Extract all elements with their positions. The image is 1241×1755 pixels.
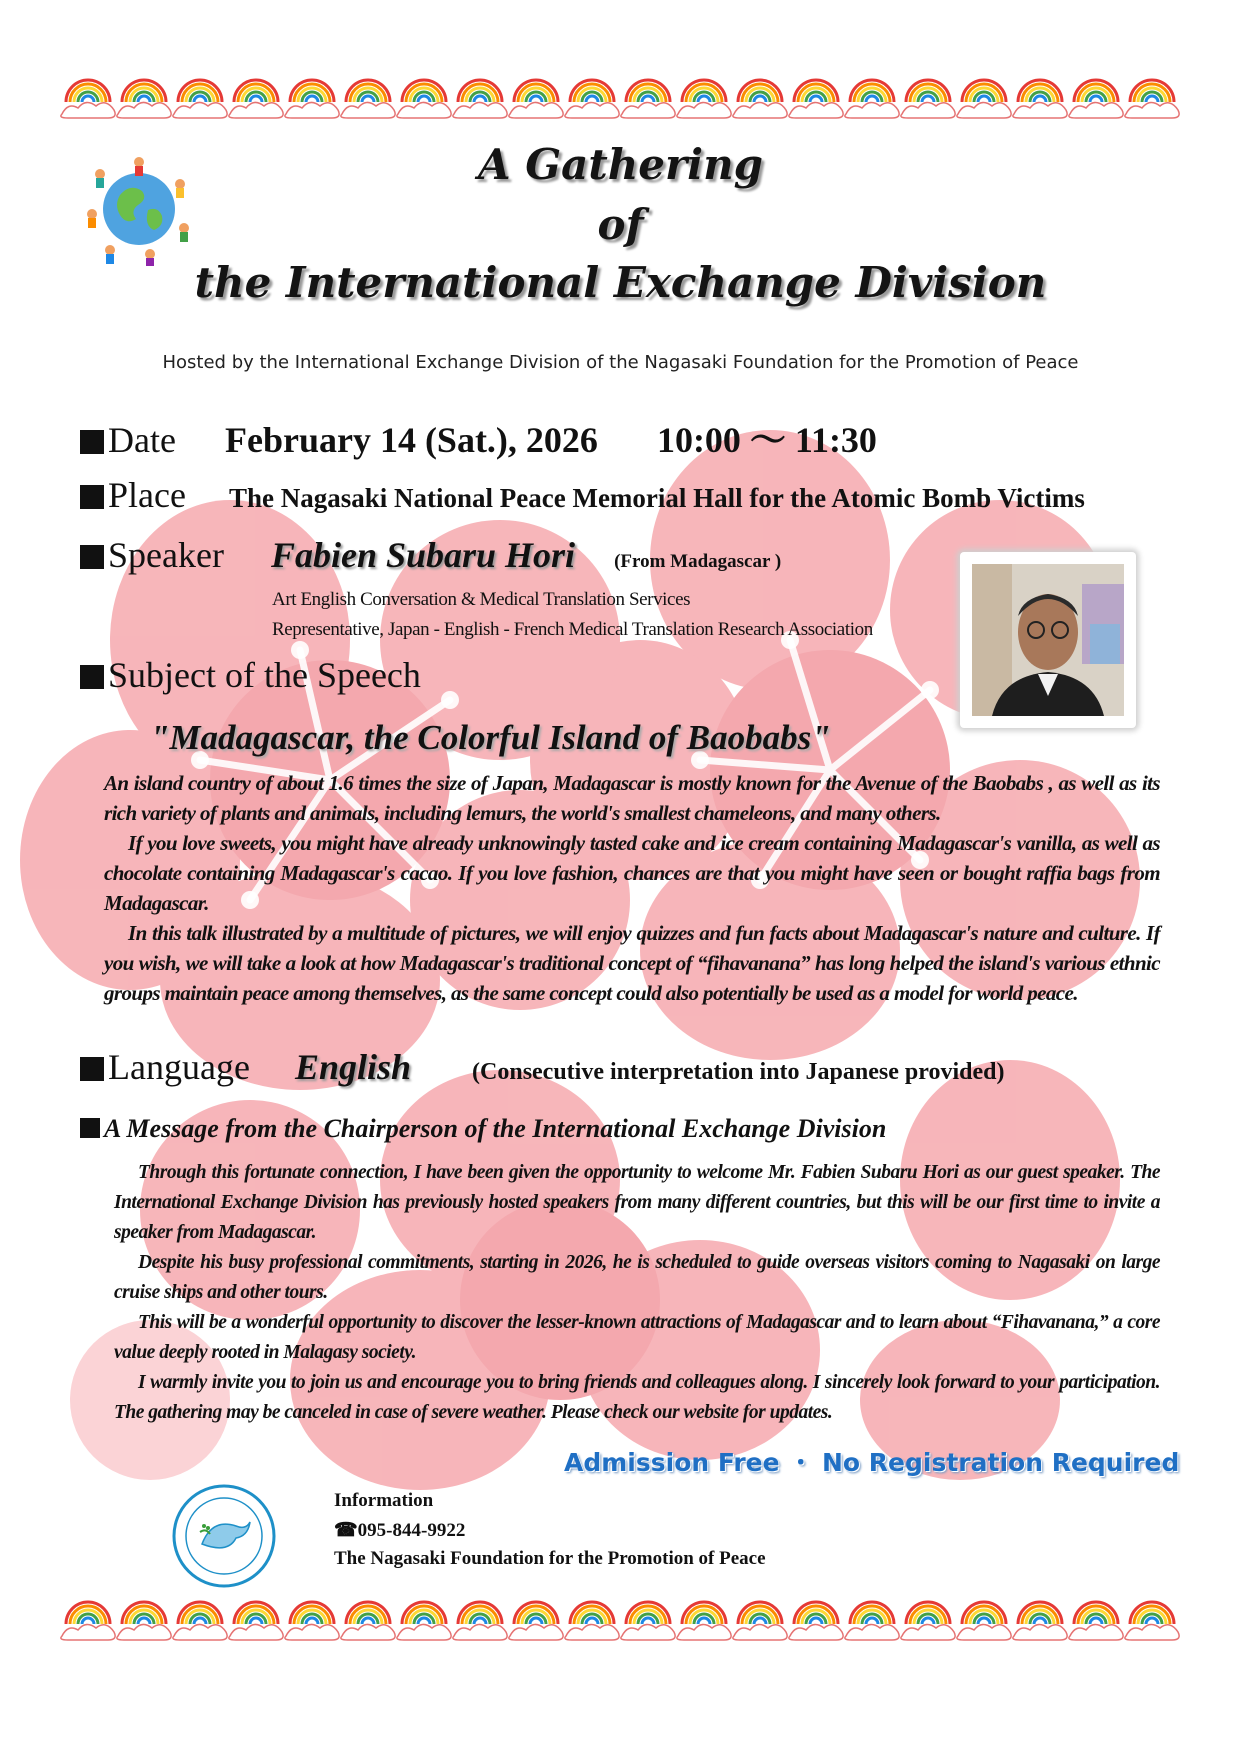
chair-message — [114, 1158, 1160, 1428]
date-value: February 14 (Sat.), 2026 — [224, 420, 598, 460]
subject-row — [80, 654, 421, 696]
rainbow-cloud-motif — [1125, 80, 1179, 118]
title-line-2: of — [597, 200, 644, 249]
rainbow-cloud-motif — [117, 1602, 171, 1640]
bullet-square-icon — [80, 665, 104, 689]
rainbow-cloud-motif — [565, 1602, 619, 1640]
rainbow-cloud-motif — [677, 1602, 731, 1640]
rainbow-cloud-motif — [1069, 1602, 1123, 1640]
speech-paragraph-1: An island country of about 1.6 times the size of Japan, Madagascar is mostly known for the Avenue of the Baobabs , as well as its rich variety of plants and animals, including lemurs, the world's smallest chameleons, and many others. — [104, 771, 1160, 825]
language-note: (Consecutive interpretation into Japanese provided) — [472, 1059, 1005, 1085]
rainbow-cloud-motif — [789, 80, 843, 118]
rainbow-cloud-motif — [901, 80, 955, 118]
rainbow-cloud-motif — [61, 80, 115, 118]
rainbow-cloud-motif — [1013, 80, 1067, 118]
rainbow-cloud-motif — [341, 1602, 395, 1640]
speaker-label: Speaker — [108, 535, 224, 575]
speaker-affiliation-1: Art English Conversation & Medical Translation Services — [272, 589, 691, 610]
rainbow-cloud-motif — [733, 1602, 787, 1640]
rainbow-cloud-motif — [229, 1602, 283, 1640]
rainbow-cloud-motif — [285, 80, 339, 118]
title-line-3: the International Exchange Division — [194, 258, 1047, 307]
rainbow-cloud-motif — [341, 80, 395, 118]
speech-paragraph-2: If you love sweets, you might have already unknowingly tasted cake and ice cream containing Madagascar's vanilla, as well as chocolate containing Madagascar's cacao. If you love fashion, chances are that you might have seen or bought raffia bags from Madagascar. — [104, 831, 1160, 915]
rainbow-cloud-motif — [957, 80, 1011, 118]
rainbow-cloud-motif — [453, 1602, 507, 1640]
rainbow-border-top — [60, 74, 1180, 124]
speaker-photo-frame — [960, 552, 1136, 728]
speaker-row — [80, 534, 781, 576]
rainbow-cloud-motif — [901, 1602, 955, 1640]
rainbow-cloud-motif — [677, 80, 731, 118]
place-value: The Nagasaki National Peace Memorial Hall for the Atomic Bomb Victims — [228, 483, 1085, 513]
info-label: Information — [334, 1490, 434, 1511]
rainbow-cloud-motif — [789, 1602, 843, 1640]
rainbow-cloud-motif — [1069, 80, 1123, 118]
hosted-by: Hosted by the International Exchange Division of the Nagasaki Foundation for the Promotion of Peace — [162, 352, 1079, 373]
speaker-origin: (From Madagascar ) — [614, 551, 782, 572]
rainbow-cloud-motif — [229, 80, 283, 118]
message-paragraph-3: This will be a wonderful opportunity to discover the lesser-known attractions of Madagascar and to learn about “Fihavanana,” a core value deeply rooted in Malagasy society. — [114, 1312, 1160, 1363]
foundation-logo — [172, 1484, 276, 1588]
info-organization: The Nagasaki Foundation for the Promotion of Peace — [334, 1548, 766, 1569]
rainbow-cloud-motif — [397, 1602, 451, 1640]
speech-description — [104, 768, 1160, 1008]
rainbow-cloud-motif — [845, 80, 899, 118]
rainbow-cloud-motif — [117, 80, 171, 118]
rainbow-cloud-motif — [957, 1602, 1011, 1640]
place-label: Place — [108, 475, 186, 515]
rainbow-cloud-motif — [565, 80, 619, 118]
bullet-square-icon — [80, 485, 104, 509]
rainbow-cloud-motif — [509, 80, 563, 118]
speech-paragraph-3: In this talk illustrated by a multitude of pictures, we will enjoy quizzes and fun facts about Madagascar's nature and culture. If you wish, we will take a look at how Madagascar's traditional concept of “fihavanana” has long helped the island's various ethnic groups maintain peace among themselves, as the same concept could also potentially be used as a model for world peace. — [104, 921, 1160, 1005]
message-paragraph-4: I warmly invite you to join us and encourage you to bring friends and colleagues along. I sincerely look forward to your participation. The gathering may be canceled in case of severe weather. Please check our website for updates. — [114, 1372, 1160, 1423]
place-row — [80, 474, 1085, 516]
date-label: Date — [108, 420, 176, 460]
title-line-1: A Gathering — [478, 140, 763, 189]
rainbow-cloud-motif — [1125, 1602, 1179, 1640]
speech-title: "Madagascar, the Colorful Island of Baobabs" — [150, 718, 831, 757]
bullet-square-icon — [80, 1118, 100, 1138]
bullet-square-icon — [80, 430, 104, 454]
message-paragraph-2: Despite his busy professional commitments, starting in 2026, he is scheduled to guide overseas visitors coming to Nagasaki on large cruise ships and other tours. — [114, 1252, 1160, 1303]
rainbow-cloud-motif — [621, 1602, 675, 1640]
language-row — [80, 1046, 1004, 1088]
time-value: 10:00 ～ 11:30 — [656, 420, 877, 460]
rainbow-cloud-motif — [1013, 1602, 1067, 1640]
rainbow-cloud-motif — [733, 80, 787, 118]
rainbow-cloud-motif — [173, 1602, 227, 1640]
rainbow-cloud-motif — [509, 1602, 563, 1640]
bullet-square-icon — [80, 1057, 104, 1081]
language-label: Language — [108, 1047, 250, 1087]
rainbow-cloud-motif — [621, 80, 675, 118]
message-paragraph-1: Through this fortunate connection, I have been given the opportunity to welcome Mr. Fabien Subaru Hori as our guest speaker. The International Exchange Division has previously hosted speakers from many different countries, but this will be our first time to invite a speaker from Madagascar. — [114, 1162, 1160, 1243]
language-value: English — [294, 1047, 412, 1087]
rainbow-cloud-motif — [397, 80, 451, 118]
rainbow-cloud-motif — [453, 80, 507, 118]
speaker-photo — [972, 564, 1124, 716]
speaker-affiliation-2: Representative, Japan - English - French Medical Translation Research Association — [272, 619, 873, 640]
info-phone: ☎095-844-9922 — [334, 1520, 466, 1541]
speaker-name: Fabien Subaru Hori — [270, 535, 576, 575]
bullet-square-icon — [80, 545, 104, 569]
rainbow-cloud-motif — [845, 1602, 899, 1640]
message-heading: A Message from the Chairperson of the International Exchange Division — [104, 1114, 887, 1143]
subject-label: Subject of the Speech — [108, 655, 421, 695]
message-heading-row — [80, 1114, 886, 1144]
rainbow-cloud-motif — [173, 80, 227, 118]
rainbow-cloud-motif — [285, 1602, 339, 1640]
rainbow-cloud-motif — [61, 1602, 115, 1640]
admission-banner: Admission Free ・ No Registration Required — [564, 1448, 1180, 1477]
rainbow-border-bottom — [60, 1596, 1180, 1646]
date-row — [80, 412, 877, 463]
